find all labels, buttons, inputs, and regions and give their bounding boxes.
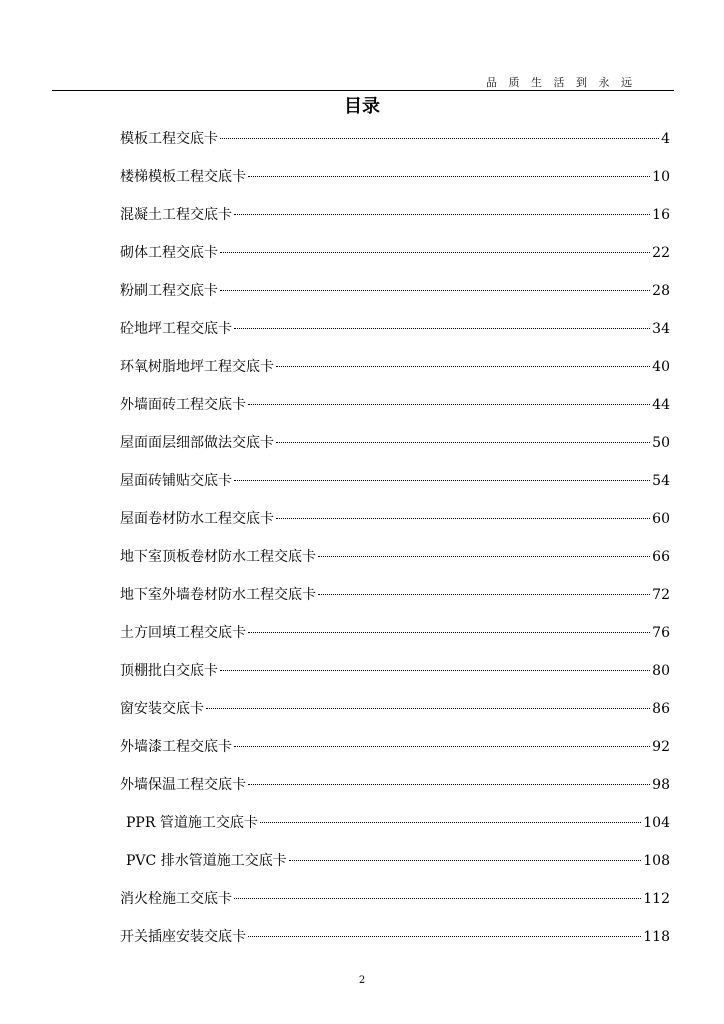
dot-leader [248,632,650,633]
toc-entry-page: 112 [643,891,670,907]
toc-entry-concrete[interactable] [120,196,672,234]
toc-entry-label: 模板工程交底卡 [120,131,218,147]
toc-entry-exterior-paint[interactable] [120,728,672,766]
toc-entry-page: 80 [652,663,670,679]
toc-entry-page: 10 [652,169,670,185]
toc-entry-fire-hydrant[interactable] [120,880,672,918]
toc-entry-page: 44 [652,397,670,413]
toc-entry-page: 4 [661,131,670,147]
toc-entry-formwork[interactable] [120,120,672,158]
toc-entry-roof-waterproof[interactable] [120,500,672,538]
toc-entry-page: 22 [652,245,670,261]
toc-entry-label: 楼梯模板工程交底卡 [120,169,246,185]
toc-entry-roof-tile[interactable] [120,462,672,500]
dot-leader [234,214,650,215]
toc-entry-page: 76 [652,625,670,641]
toc-entry-pvc-drain-pipe[interactable] [120,842,672,880]
dot-leader [318,556,650,557]
toc-entry-backfill[interactable] [120,614,672,652]
toc-entry-page: 72 [652,587,670,603]
toc-entry-plastering[interactable] [120,272,672,310]
toc-entry-page: 86 [652,701,670,717]
dot-leader [206,708,650,709]
toc-entry-label: 开关插座安装交底卡 [120,929,246,945]
toc-entry-ceiling-putty[interactable] [120,652,672,690]
dot-leader [220,670,650,671]
table-of-contents [120,120,672,956]
toc-entry-label: 环氧树脂地坪工程交底卡 [120,359,274,375]
toc-entry-page: 50 [652,435,670,451]
toc-entry-page: 54 [652,473,670,489]
toc-entry-page: 98 [652,777,670,793]
dot-leader [234,746,650,747]
dot-leader [289,860,642,861]
toc-entry-label: 屋面砖铺贴交底卡 [120,473,232,489]
toc-entry-page: 118 [643,929,670,945]
toc-entry-basement-roof-waterproof[interactable] [120,538,672,576]
toc-entry-window-install[interactable] [120,690,672,728]
toc-entry-concrete-floor[interactable] [120,310,672,348]
toc-entry-label: 外墙漆工程交底卡 [120,739,232,755]
toc-entry-label: 外墙面砖工程交底卡 [120,397,246,413]
dot-leader [220,290,650,291]
toc-entry-page: 40 [652,359,670,375]
header-divider [52,90,674,91]
toc-entry-ppr-pipe[interactable] [120,804,672,842]
dot-leader [248,936,641,937]
toc-entry-label: 土方回填工程交底卡 [120,625,246,641]
dot-leader [220,138,659,139]
toc-entry-label: 砼地坪工程交底卡 [120,321,232,337]
dot-leader [276,442,650,443]
toc-entry-label: 混凝土工程交底卡 [120,207,232,223]
toc-entry-basement-wall-waterproof[interactable] [120,576,672,614]
dot-leader [248,404,650,405]
toc-entry-label: 消火栓施工交底卡 [120,891,232,907]
toc-entry-label: 屋面面层细部做法交底卡 [120,435,274,451]
toc-entry-label: 外墙保温工程交底卡 [120,777,246,793]
dot-leader [234,898,641,899]
toc-entry-label: 窗安装交底卡 [120,701,204,717]
dot-leader [260,822,641,823]
toc-entry-label: 砌体工程交底卡 [120,245,218,261]
toc-entry-label: 顶棚批白交底卡 [120,663,218,679]
toc-entry-page: 34 [652,321,670,337]
toc-entry-page: 92 [652,739,670,755]
toc-entry-page: 104 [643,815,670,831]
toc-entry-page: 28 [652,283,670,299]
toc-entry-label: PVC 排水管道施工交底卡 [126,853,287,869]
dot-leader [276,366,650,367]
toc-entry-stair-formwork[interactable] [120,158,672,196]
toc-entry-page: 66 [652,549,670,565]
toc-entry-switch-socket[interactable] [120,918,672,956]
page-number: 2 [358,975,366,986]
dot-leader [234,328,650,329]
toc-entry-label: 地下室外墙卷材防水工程交底卡 [120,587,316,603]
toc-entry-page: 108 [643,853,670,869]
toc-entry-page: 16 [652,207,670,223]
dot-leader [248,784,650,785]
dot-leader [220,252,650,253]
toc-entry-label: 屋面卷材防水工程交底卡 [120,511,274,527]
toc-entry-label: 地下室顶板卷材防水工程交底卡 [120,549,316,565]
header-slogan: 品 质 生 活 到 永 远 [486,76,636,89]
dot-leader [234,480,650,481]
dot-leader [248,176,650,177]
dot-leader [318,594,650,595]
toc-entry-epoxy-floor[interactable] [120,348,672,386]
toc-entry-label: 粉刷工程交底卡 [120,283,218,299]
dot-leader [276,518,650,519]
toc-entry-exterior-insulation[interactable] [120,766,672,804]
toc-entry-masonry[interactable] [120,234,672,272]
toc-entry-page: 60 [652,511,670,527]
toc-entry-label: PPR 管道施工交底卡 [126,815,258,831]
toc-entry-exterior-tile[interactable] [120,386,672,424]
toc-entry-roof-detail[interactable] [120,424,672,462]
toc-title: 目录 [344,96,380,117]
